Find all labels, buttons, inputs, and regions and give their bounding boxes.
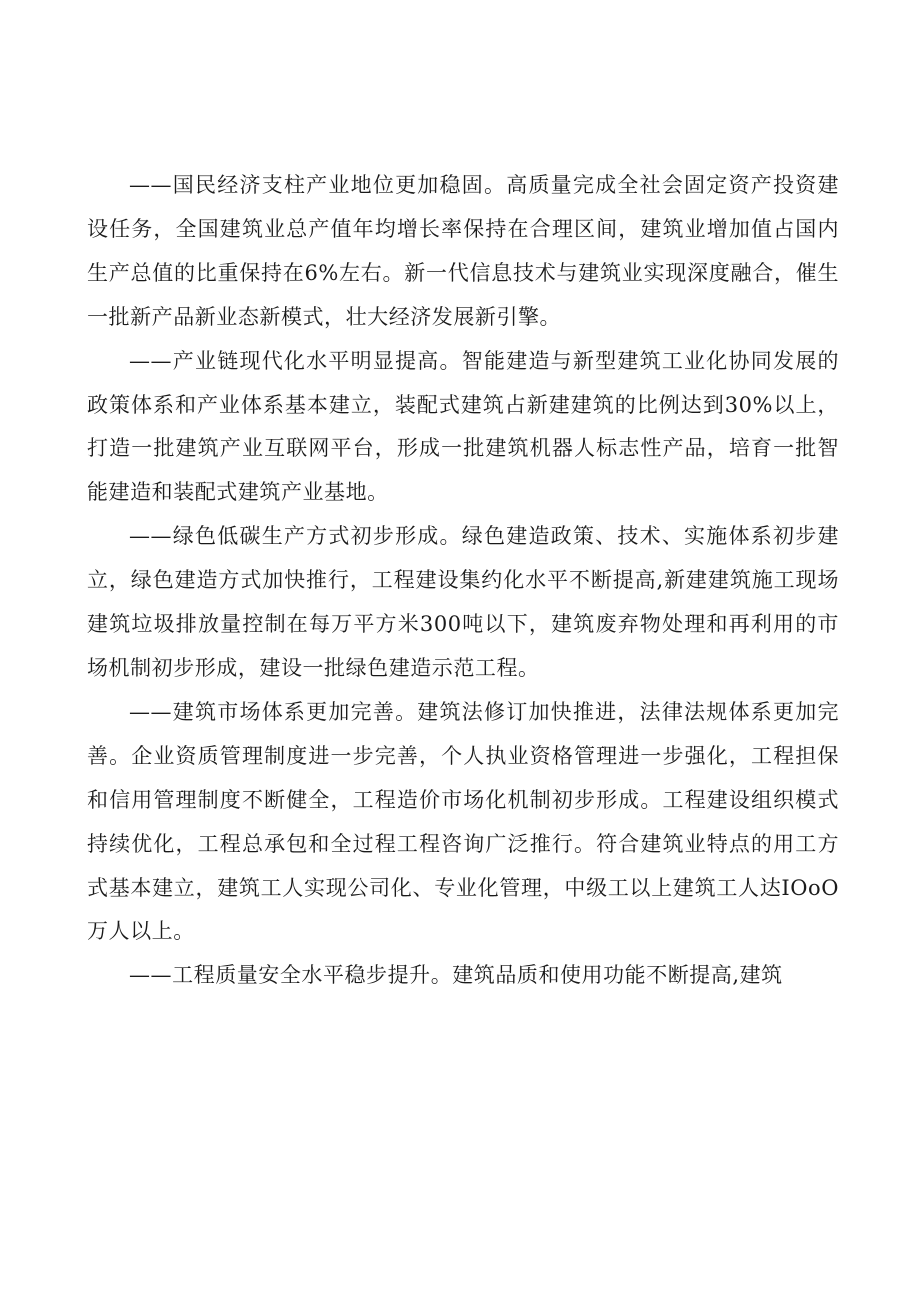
paragraph-industrial-chain: ——产业链现代化水平明显提高。智能建造与新型建筑工业化协同发展的政策体系和产业体系基本建立，装配式建筑占新建建筑的比例达到30%以上，打造一批建筑产业互联网平台，形成一批建筑机器人标志性产品，培育一批智能建造和装配式建筑产业基地。 <box>87 348 839 505</box>
document-body <box>87 164 839 998</box>
paragraph-economic-pillar: ——国民经济支柱产业地位更加稳固。高质量完成全社会固定资产投资建设任务，全国建筑业总产值年均增长率保持在合理区间，建筑业增加值占国内生产总值的比重保持在6%左右。新一代信息技术与建筑业实现深度融合，催生一批新产品新业态新模式，壮大经济发展新引擎。 <box>87 173 839 329</box>
paragraph-green-low-carbon: ——绿色低碳生产方式初步形成。绿色建造政策、技术、实施体系初步建立，绿色建造方式加快推行，工程建设集约化水平不断提高,新建建筑施工现场建筑垃圾排放量控制在每万平方米300吨以下，建筑废弃物处理和再利用的市场机制初步形成，建设一批绿色建造示范工程。 <box>87 524 839 680</box>
paragraph-quality-safety: ——工程质量安全水平稳步提升。建筑品质和使用功能不断提高,建筑 <box>129 963 783 988</box>
paragraph-market-system: ——建筑市场体系更加完善。建筑法修订加快推进，法律法规体系更加完善。企业资质管理制度进一步完善，个人执业资格管理进一步强化，工程担保和信用管理制度不断健全，工程造价市场化机制初步形成。工程建设组织模式持续优化，工程总承包和全过程工程咨询广泛推行。符合建筑业特点的用工方式基本建立，建筑工人实现公司化、专业化管理，中级工以上建筑工人达IOoO万人以上。 <box>87 699 839 944</box>
